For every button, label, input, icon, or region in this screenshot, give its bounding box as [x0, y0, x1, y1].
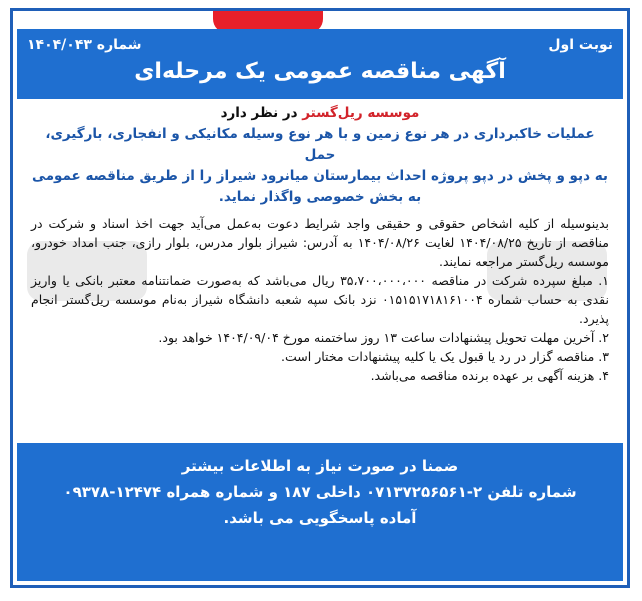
header-band [17, 29, 623, 99]
content [31, 103, 609, 385]
contact-line-1: ضمنا در صورت نیاز به اطلاعات بیشتر [181, 457, 459, 475]
list-item-3: ۳. مناقصه گزار در رد یا قبول یک یا کلیه پیشنهادات مختار است. [281, 349, 609, 364]
ad-frame [10, 8, 630, 588]
intro-line-2: به دپو و پخش در دپو پروژه احداث بیمارستان میانرود شیراز را از طریق مناقصه عمومی [32, 168, 608, 184]
ad-number: شماره ۱۴۰۴/۰۴۳ [27, 37, 142, 53]
intro-line-3: به بخش خصوصی واگذار نماید. [218, 189, 422, 205]
intro-intends: در نظر دارد [220, 105, 298, 121]
list-item-2: ۲. آخرین مهلت تحویل پیشنهادات ساعت ۱۳ روز ساختمنه مورخ ۱۴۰۴/۰۹/۰۴ خواهد بود. [158, 330, 609, 345]
intro-heading [31, 103, 609, 124]
list-item-4: ۴. هزینه آگهی بر عهده برنده مناقصه می‌باشد. [370, 368, 609, 383]
contact-line-2: شماره تلفن ۲-۰۷۱۳۷۲۵۶۵۶۱ داخلی ۱۸۷ و شماره همراه ۱۲۴۷۴-۰۹۳۷۸ [63, 483, 577, 501]
list-item-1: ۱. مبلغ سپرده شرکت در مناقصه ۳۵،۷۰۰،۰۰۰،۰۰۰ ریال می‌باشد که به‌صورت ضمانتنامه معتبر بانکی یا واریز نقدی به حساب شماره ۰۱۵۱۵۱۷۱۸۱۶۱۰۰۴ نزد بانک سپه شعبه دانشگاه شیراز به‌نام موسسه ریل‌گستر انجام پذیرد. [31, 273, 610, 326]
round-label: نوبت اول [548, 37, 613, 53]
body-text [31, 214, 609, 385]
page-title: آگهی مناقصه عمومی یک مرحله‌ای [134, 59, 506, 84]
company-name: موسسه ریل‌گستر [302, 105, 420, 121]
contact-line-3: آماده پاسخگویی می باشد. [223, 509, 417, 527]
body-paragraph: بدینوسیله از کلیه اشخاص حقوقی و حقیقی واجد شرایط دعوت به‌عمل می‌آید جهت اخذ اسناد و شرکت در مناقصه از تاریخ ۱۴۰۴/۰۸/۲۵ لغایت ۱۴۰۴/۰۸/۲۶ به آدرس: شیراز بلوار مدرس، بلوار رازی، جنب امداد خودرو، موسسه ریل‌گستر مراجعه نمایند. [31, 216, 609, 269]
contact-band [17, 443, 623, 581]
header-top-row [27, 33, 613, 57]
intro-line-1: عملیات خاکبرداری در هر نوع زمین و با هر نوع وسیله مکانیکی و انفجاری، بارگیری، حمل [45, 126, 595, 163]
